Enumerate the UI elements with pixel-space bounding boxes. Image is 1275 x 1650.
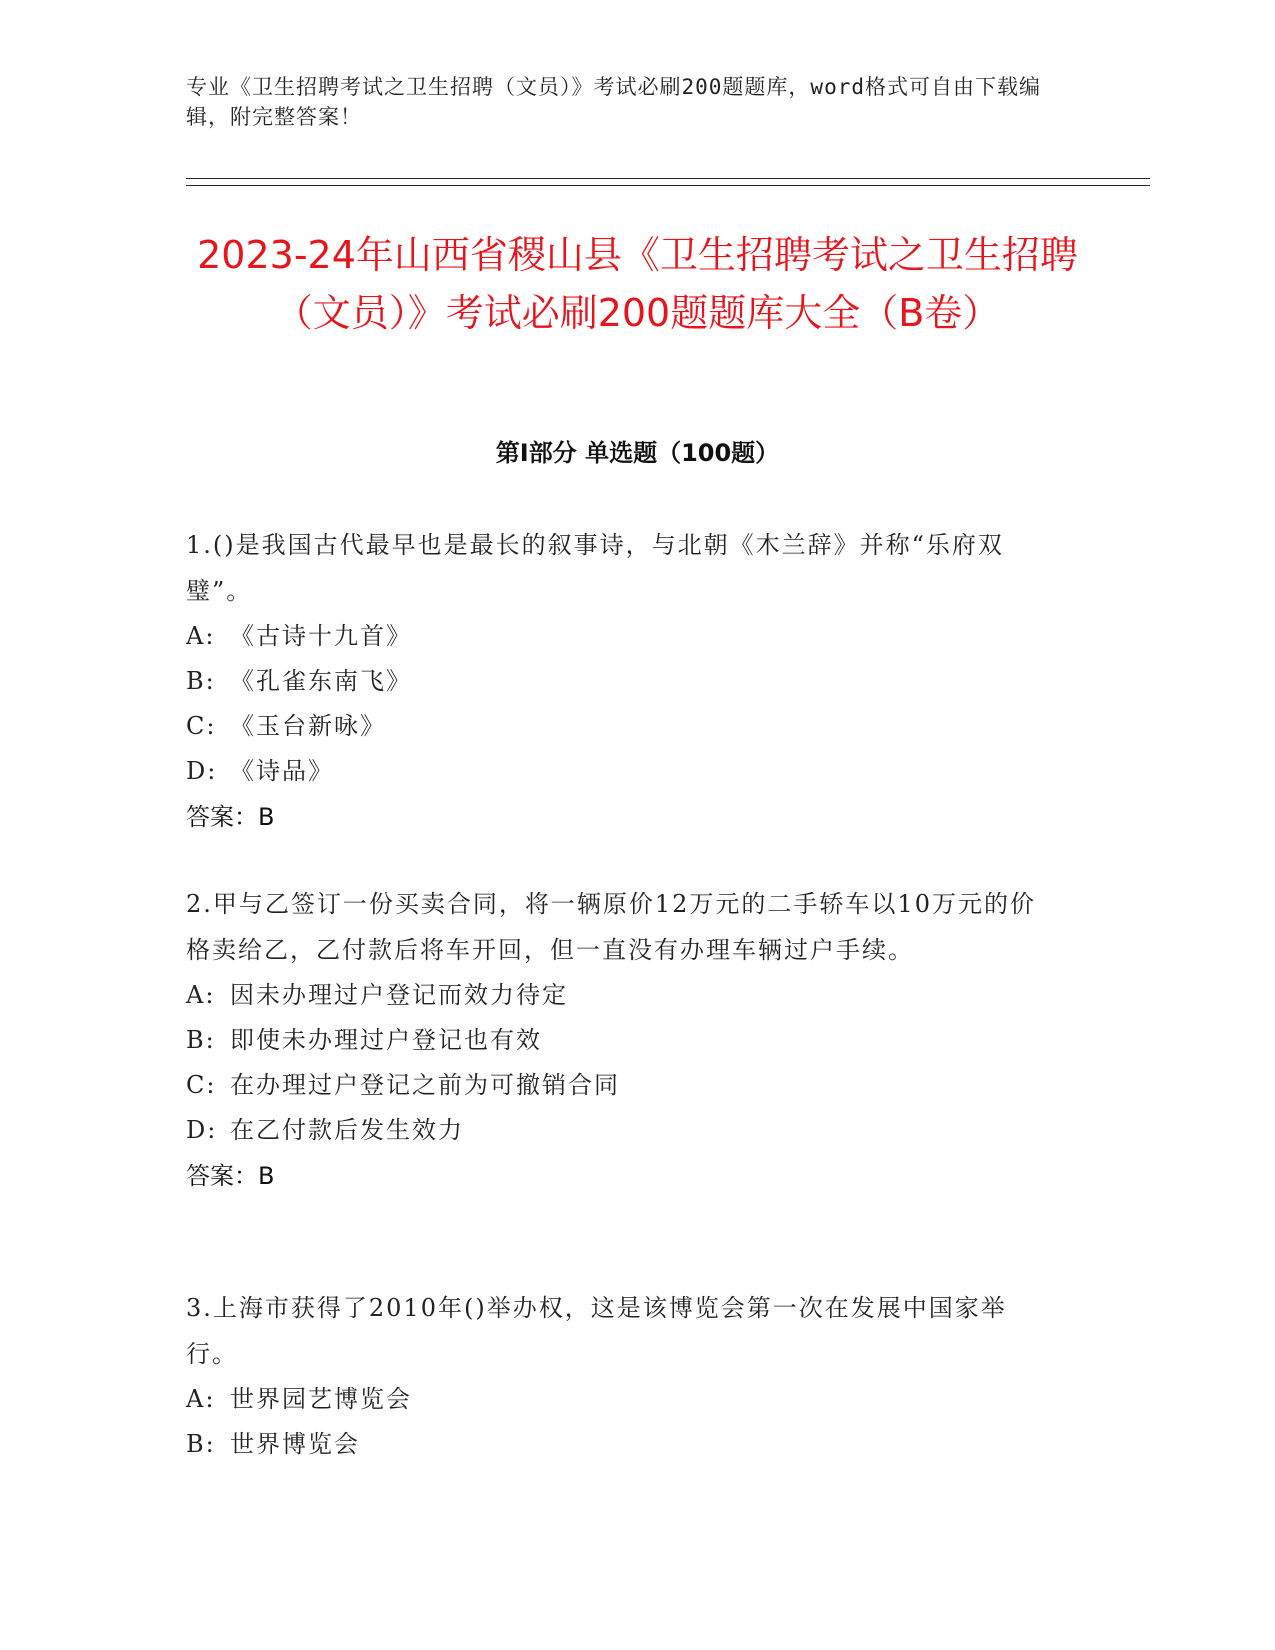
answer-line bbox=[186, 1153, 1056, 1199]
option-letter: A: bbox=[186, 981, 216, 1009]
question-stem: 2.甲与乙签订一份买卖合同，将一辆原价12万元的二手轿车以10万元的价格卖给乙，乙付款后将车开回，但一直没有办理车辆过户手续。 bbox=[186, 890, 1036, 964]
option-text: 在乙付款后发生效力 bbox=[230, 1116, 464, 1144]
question-2 bbox=[186, 881, 1056, 1199]
option-a bbox=[186, 614, 1056, 659]
option-letter: C: bbox=[186, 1071, 217, 1099]
option-letter: D: bbox=[186, 1116, 218, 1144]
option-text: 《孔雀东南飞》 bbox=[230, 667, 412, 695]
header-divider-thin bbox=[186, 185, 1150, 186]
option-b bbox=[186, 1018, 1056, 1063]
answer-value: B bbox=[258, 803, 275, 831]
option-letter: D: bbox=[186, 757, 218, 785]
option-b bbox=[186, 1422, 1056, 1467]
option-a bbox=[186, 973, 1056, 1018]
option-text: 《古诗十九首》 bbox=[230, 622, 412, 650]
answer-label: 答案： bbox=[186, 1162, 258, 1190]
question-1 bbox=[186, 522, 1056, 840]
option-text: 《玉台新咏》 bbox=[230, 712, 386, 740]
option-a bbox=[186, 1377, 1056, 1422]
question-stem: 3.上海市获得了2010年()举办权，这是该博览会第一次在发展中国家举行。 bbox=[186, 1294, 1007, 1368]
question-stem: 1.()是我国古代最早也是最长的叙事诗，与北朝《木兰辞》并称“乐府双璧”。 bbox=[186, 531, 1004, 605]
option-letter: B: bbox=[186, 1026, 216, 1054]
option-text: 世界博览会 bbox=[230, 1430, 360, 1458]
header-divider bbox=[186, 178, 1150, 179]
option-text: 《诗品》 bbox=[230, 757, 334, 785]
question-3 bbox=[186, 1285, 1056, 1467]
option-letter: A: bbox=[186, 622, 216, 650]
answer-line bbox=[186, 794, 1056, 840]
option-letter: C: bbox=[186, 712, 217, 740]
option-letter: B: bbox=[186, 1430, 216, 1458]
document-title: 2023-24年山西省稷山县《卫生招聘考试之卫生招聘（文员）》考试必刷200题题库大全（B卷） bbox=[197, 233, 1078, 335]
section-title: 第I部分 单选题（100题） bbox=[495, 439, 780, 467]
option-text: 因未办理过户登记而效力待定 bbox=[230, 981, 568, 1009]
option-d bbox=[186, 1108, 1056, 1153]
option-letter: B: bbox=[186, 667, 216, 695]
option-b bbox=[186, 659, 1056, 704]
option-text: 在办理过户登记之前为可撤销合同 bbox=[230, 1071, 620, 1099]
option-c bbox=[186, 1063, 1056, 1108]
header-note: 专业《卫生招聘考试之卫生招聘（文员）》考试必刷200题题库，word格式可自由下载编辑，附完整答案！ bbox=[186, 75, 1041, 129]
answer-value: B bbox=[258, 1162, 275, 1190]
option-text: 即使未办理过户登记也有效 bbox=[230, 1026, 542, 1054]
answer-label: 答案： bbox=[186, 803, 258, 831]
option-letter: A: bbox=[186, 1385, 216, 1413]
option-d bbox=[186, 749, 1056, 794]
option-text: 世界园艺博览会 bbox=[230, 1385, 412, 1413]
option-c bbox=[186, 704, 1056, 749]
